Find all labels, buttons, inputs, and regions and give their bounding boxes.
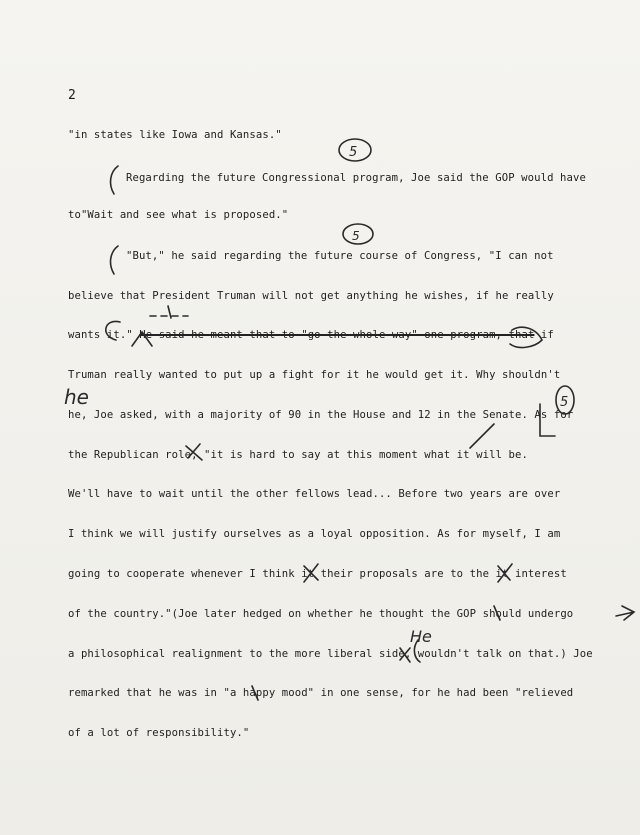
text-line-10: We'll have to wait until the other fellows lead... Before two years are over bbox=[68, 488, 561, 500]
text-line-5: believe that President Truman will not get anything he wishes, if he really bbox=[68, 290, 554, 302]
circle-mark-1-text: 5 bbox=[349, 145, 358, 160]
page-number: 2 bbox=[68, 88, 76, 103]
circle-mark-1 bbox=[339, 139, 371, 161]
circle-mark-3-text: 5 bbox=[560, 395, 569, 410]
circle-mark-2 bbox=[343, 224, 373, 244]
text-line-7: Truman really wanted to put up a fight for it he would get it. Why shouldn't bbox=[68, 369, 561, 381]
text-line-11: I think we will justify ourselves as a loyal opposition. As for myself, I am bbox=[68, 528, 561, 540]
paragraph-bracket-1 bbox=[111, 166, 118, 194]
text-line-15: remarked that he was in "a happy mood" in one sense, for he had been "relieved bbox=[68, 687, 574, 699]
text-line-1: "in states like Iowa and Kansas." bbox=[68, 129, 282, 141]
text-line-6-start: wants it." bbox=[68, 329, 140, 341]
text-line-8: he, Joe asked, with a majority of 90 in the House and 12 in the Senate. As for bbox=[68, 409, 574, 421]
handwritten-he-1: he bbox=[64, 385, 89, 409]
text-line-3: to"Wait and see what is proposed." bbox=[68, 209, 289, 221]
handwritten-he-2: He bbox=[410, 627, 432, 646]
text-line-12: going to cooperate whenever I think it their proposals are to the it interest bbox=[68, 568, 567, 580]
struck-through-text: He said he meant that to "go the whole way" one program, that bbox=[139, 329, 535, 341]
tick-mark bbox=[168, 306, 171, 318]
text-line-6 bbox=[68, 329, 554, 341]
text-line-14: a philosophical realignment to the more liberal side, wouldn't talk on that.) Joe bbox=[68, 648, 593, 660]
text-line-9: the Republican role, "it is hard to say at this moment what it will be. bbox=[68, 449, 528, 461]
paragraph-bracket-2 bbox=[111, 246, 118, 274]
margin-arrow bbox=[616, 606, 634, 620]
text-line-6-end: if bbox=[534, 329, 554, 341]
margin-slash bbox=[470, 424, 494, 448]
text-line-16: of a lot of responsibility." bbox=[68, 727, 250, 739]
text-line-4: "But," he said regarding the future course of Congress, "I can not bbox=[126, 250, 554, 262]
circle-mark-2-text: 5 bbox=[352, 229, 360, 243]
text-line-13: of the country."(Joe later hedged on whether he thought the GOP should undergo bbox=[68, 608, 574, 620]
text-line-2: Regarding the future Congressional program, Joe said the GOP would have bbox=[126, 172, 586, 184]
